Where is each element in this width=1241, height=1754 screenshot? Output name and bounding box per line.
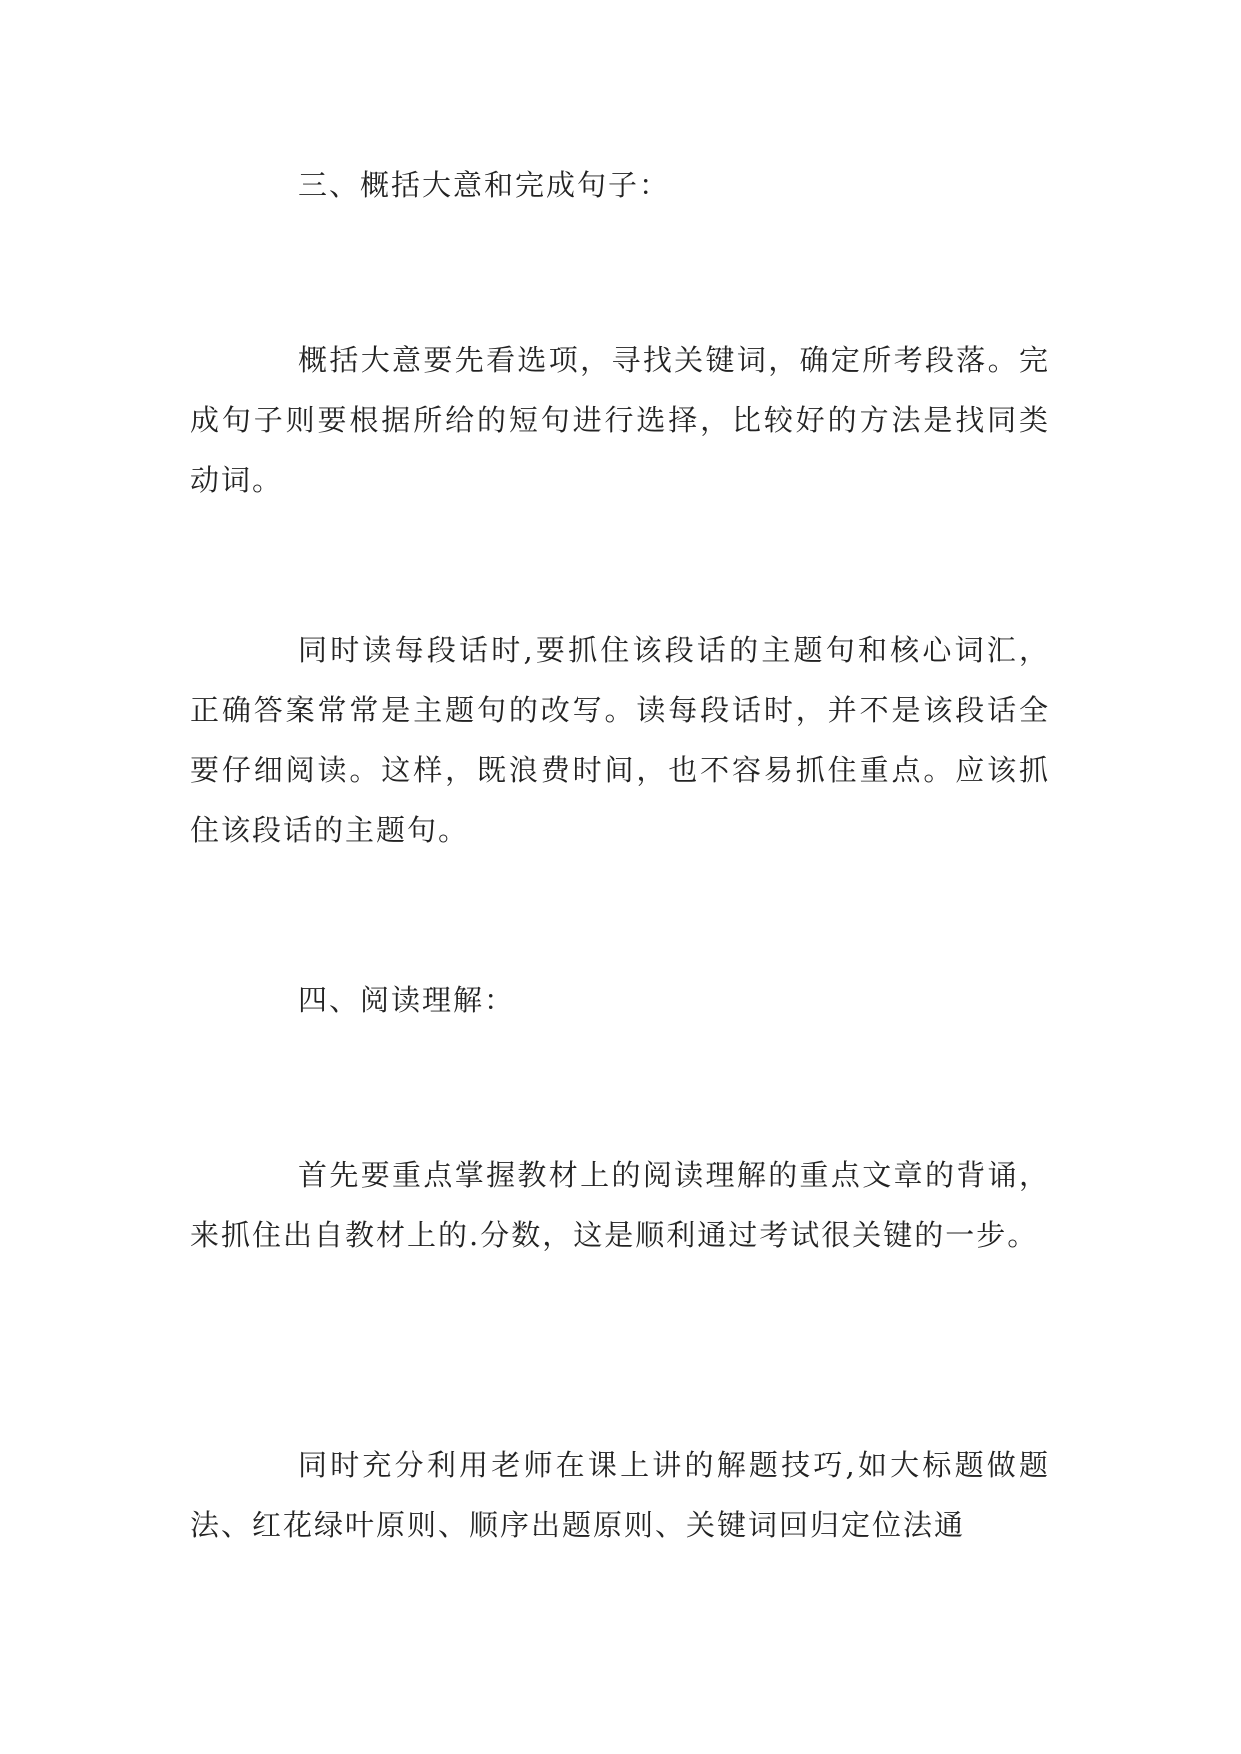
paragraph-solving-techniques: 同时充分利用老师在课上讲的解题技巧,如大标题做题法、红花绿叶原则、顺序出题原则、关键词回归定位法通	[190, 1448, 1050, 1542]
paragraph-summary-method: 概括大意要先看选项，寻找关键词，确定所考段落。完成句子则要根据所给的短句进行选择，比较好的方法是找同类动词。	[190, 343, 1050, 497]
section-heading-four: 四、阅读理解：	[298, 983, 516, 1017]
paragraph-textbook-reading: 首先要重点掌握教材上的阅读理解的重点文章的背诵，来抓住出自教材上的.分数，这是顺利通过考试很关键的一步。	[190, 1158, 1050, 1252]
section-heading-three: 三、概括大意和完成句子：	[298, 168, 671, 202]
paragraph-topic-sentence: 同时读每段话时,要抓住该段话的主题句和核心词汇，正确答案常常是主题句的改写。读每段话时，并不是该段话全要仔细阅读。这样，既浪费时间，也不容易抓住重点。应该抓住该段话的主题句。	[190, 633, 1050, 847]
